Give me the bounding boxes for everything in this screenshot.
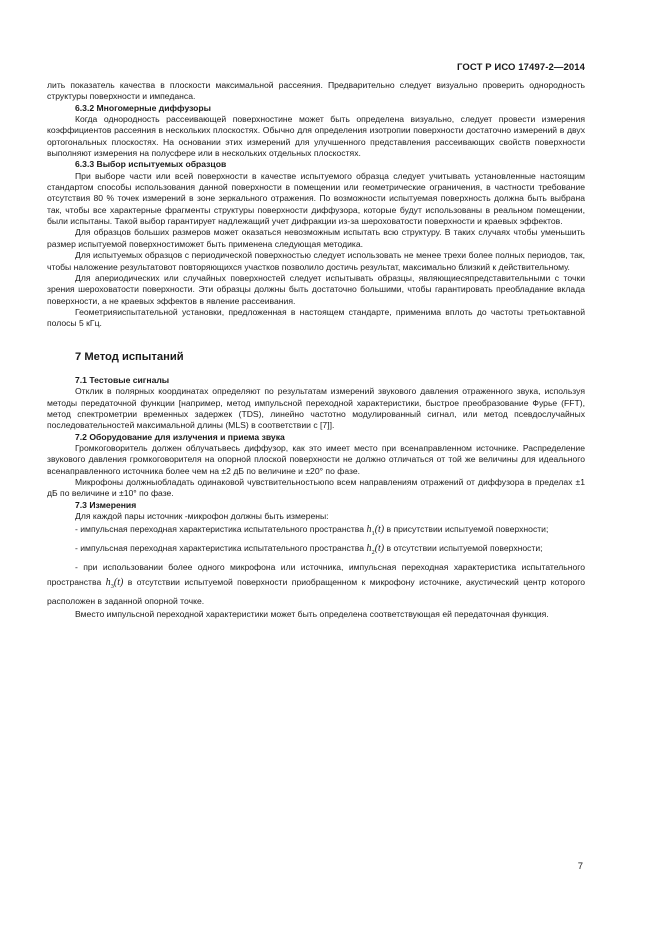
paragraph: При выборе части или всей поверхности в качестве испытуемого образца следует учитывать установленные настоящим стандартом способы использования данной поверхности в помещении или геометрические ограничения, в частности требование отсутствия 80 % точек измерений в зоне зеркального отражения. По возможности испытуемая поверхность должна быть выбрана так, чтобы все характерные фрагменты структуры поверхности диффузора, которые будут использованы в реальном помещении, были испытаны. Такой выбор гарантирует надлежащий учет дифракции из-за шероховатости поверхности и краевых эффектов.	[47, 170, 585, 227]
paragraph: Громкоговоритель должен облучатьвесь диффузор, как это имеет место при всенаправленном источнике. Распределение звукового давления громкоговорителя на опорной плоской поверхности не должно отличаться от той же величины для идеального всенаправленного источника более чем на ±2 дБ по величине и ±20° по фазе.	[47, 442, 585, 476]
subsection-heading-6-3-2: 6.3.2 Многомерные диффузоры	[75, 102, 212, 113]
subsection-heading-7-3: 7.3 Измерения	[75, 499, 137, 510]
page-number: 7	[577, 861, 583, 872]
list-item	[47, 522, 585, 541]
paragraph: лить показатель качества в плоскости максимальной рассеяния. Предварительно следует визуально проверить однородность структуры поверхности и импеданса.	[47, 80, 585, 102]
list-item-text: - при использовании более одного микрофона или источника, импульсная переходная характеристика испытательного пространства	[47, 562, 585, 588]
paragraph: Микрофоны должныобладать одинаковой чувствительностьюпо всем направлениям отражений от диффузора в пределах ±1 дБ по величине и ±10° по фазе.	[47, 477, 585, 499]
page-body	[47, 80, 585, 621]
formula-h3: $h_3(t)$	[105, 577, 124, 591]
list-item-text: в отсутствии испытуемой поверхности;	[386, 543, 543, 554]
formula-h1: $h_1(t)$	[366, 524, 385, 538]
list-item-text: в присутствии испытуемой поверхности;	[386, 524, 549, 535]
subsection-heading-7-2: 7.2 Оборудование для излучения и приема звука	[75, 431, 285, 442]
paragraph: Для апериодических или случайных поверхностей следует испытывать образцы, являющиесяпредставительными с точки зрения шероховатости поверхности. Эти образцы должны быть достаточно большими, чтобы гарантировать преобладание вклада поверхности, а не краевых эффектов в явление рассеивания.	[47, 272, 585, 306]
paragraph: Геометрияиспытательной установки, предложенная в настоящем стандарте, применима вплоть до частоты третьоктавной полосы 5 кГц.	[47, 306, 585, 329]
paragraph: Для испытуемых образцов с периодической поверхностью следует использовать не менее трехи более полных периодов, так, чтобы наложение результатовот повторяющихся участков позволило достичь результат, максимально близкий к действительному.	[47, 250, 585, 272]
paragraph: Отклик в полярных координатах определяют по результатам измерений звукового давления отраженного звука, используя методы передаточной функции [например, метод импульсной переходной характеристики, быстрое преобразование Фурье (FFT), метод спектрометрии временных задержек (TDS), линейно частотно модулированный сигнал, или метод псевдослучайных последовательностей максимальной длины (MLS) в соответствии с [7]].	[47, 386, 585, 431]
paragraph: Для каждой пары источник -микрофон должны быть измерены:	[75, 511, 329, 522]
formula-h2: $h_2(t)$	[366, 543, 385, 557]
list-item	[47, 541, 585, 560]
subsection-heading-6-3-3: 6.3.3 Выбор испытуемых образцов	[75, 159, 227, 170]
paragraph: Для образцов больших размеров может оказаться невозможным испытать всю структуру. В таких случаях чтобы уменьшить размер испытуемой поверхностиможет быть применена следующая методика.	[47, 227, 585, 249]
section-heading-7: 7 Метод испытаний	[75, 350, 184, 363]
paragraph: Вместо импульсной переходной характеристики может быть определена соответствующая ей передаточная функция.	[75, 609, 549, 620]
list-item-text: - импульсная переходная характеристика испытательного пространства	[75, 543, 365, 554]
list-item-text: - импульсная переходная характеристика испытательного пространства	[75, 524, 365, 535]
paragraph: Когда однородность рассеивающей поверхностине может быть определена визуально, следует провести измерения коэффициентов рассеяния в нескольких плоскостях. Обычно для определения изотропии поверхности достаточно измерений в двух ортогональных плоскостях. На основании этих измерений для улучшенного представления рассеивающих свойств поверхности выполняют измерения на полусфере или в нескольких отдельных плоскостях.	[47, 114, 585, 159]
standard-code-header: ГОСТ Р ИСО 17497-2—2014	[457, 62, 585, 73]
subsection-heading-7-1: 7.1 Тестовые сигналы	[75, 374, 170, 385]
list-item-text: в отсутствии испытуемой поверхности приобращенном к микрофону источнике, акустический центр которого расположен в заданной опорной точке.	[47, 577, 586, 607]
list-item	[47, 560, 585, 609]
